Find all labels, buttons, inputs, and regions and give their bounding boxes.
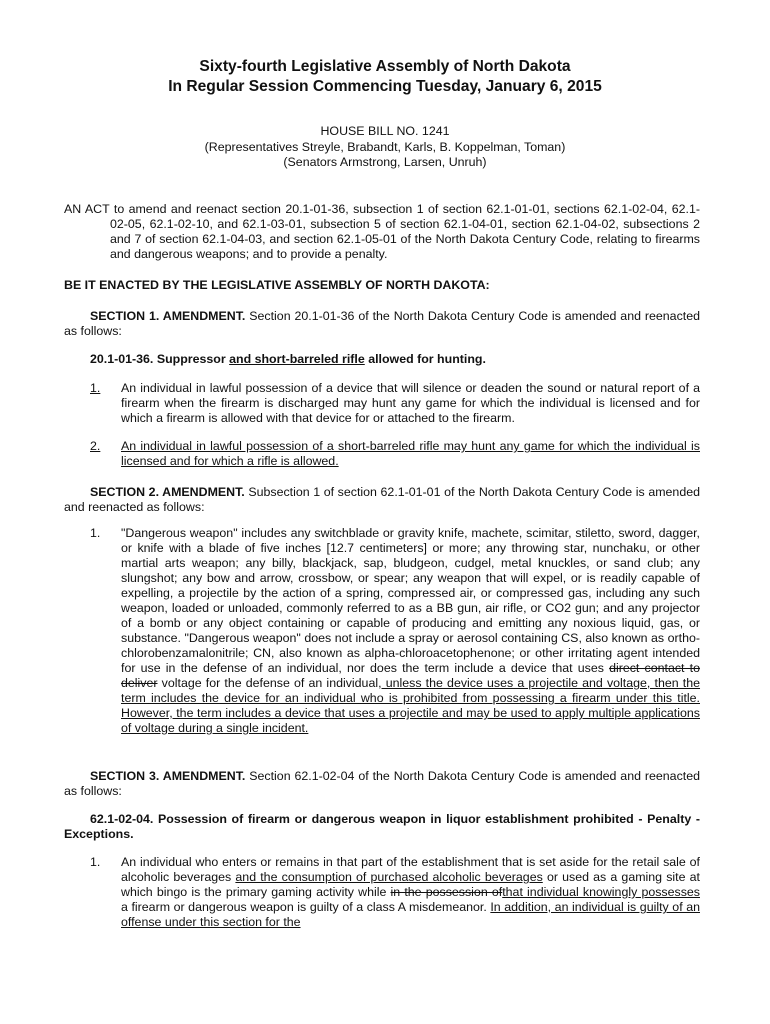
section3-label: SECTION 3. AMENDMENT. [90,769,246,783]
section1-item1-number: 1. [90,381,101,395]
section3-item1-body-cont2: a firearm or dangerous weapon is guilty of a class A misdemeanor. [121,900,491,914]
section2-item1-body: "Dangerous weapon" includes any switchblade or gravity knife, machete, scimitar, stiletto, sword, dagger, or knife with a blade of five inches [12.7 centimeters] or more; any throwing star, nunchaku, or other martial arts weapon; any billy, blackjack, sap, bludgeon, cudgel, metal knuckles, or sand club; any slungshot; any bow and arrow, crossbow, or spear; any weapon that will expel, or is readily capable of expelling, a projectile by the action of a spring, compressed air, or compressed gas, including any such weapon, loaded or unloaded, commonly referred to as a BB gun, air rifle, or CO2 gun; and any projector of a bomb or any object containing or capable of producing and emitting any noxious liquid, gas, or substance. "Dangerous weapon" does not include a spray or aerosol containing CS, also known as ortho-chlorobenzamalonitrile; CN, also known as alpha-chloroacetophenone; or other irritating agent intended for use in the defense of an individual, nor does the term include a device that uses [121,526,700,675]
section2-intro [64,485,700,515]
section3-item1-insertion2: that individual knowingly possesses [502,885,700,899]
section3-intro [64,769,700,799]
section3-intro-text: Section 62.1-02-04 of the North Dakota Century Code is amended and reenacted as follows: [64,769,700,798]
section2-item1-number: 1. [90,526,101,540]
act-title-paragraph: AN ACT to amend and reenact section 20.1-01-36, subsection 1 of section 62.1-01-01, sections 62.1-02-04, 62.1-02-05, 62.1-02-10, and 62.1-03-01, subsection 5 of section 62.1-04-01, section 62.1-04-02, subsections 2 and 7 of section 62.1-04-03, and section 62.1-05-01 of the North Dakota Century Code, relating to firearms and dangerous weapons; and to provide a penalty. [64,202,700,261]
section3-item1-number: 1. [90,855,101,869]
section3-item1-deletion: in the possession of [390,885,503,899]
section1-item1-text: An individual in lawful possession of a device that will silence or deaden the sound or natural report of a firearm when the firearm is discharged may hunt any game for which the individual is licensed and for which a firearm is allowed with that device for or attached to the firearm. [121,381,700,425]
section1-intro-text: Section 20.1-01-36 of the North Dakota Century Code is amended and reenacted as follows: [64,309,700,338]
section2-item1-insertion: , unless the device uses a projectile and voltage, then the term includes the device for an individual who is prohibited from possessing a firearm under this title. However, the term includes a device that uses a projectile and may be used to apply multiple applications of voltage during a single incident. [121,676,701,735]
section2-intro-text: Subsection 1 of section 62.1-01-01 of the North Dakota Century Code is amended and reenacted as follows: [64,485,700,514]
section3-heading: 62.1-02-04. Possession of firearm or dangerous weapon in liquor establishment prohibited - Penalty - Exceptions. [64,812,700,841]
bill-senators: (Senators Armstrong, Larsen, Unruh) [283,155,487,169]
section3-item1-insertion3: In addition, an individual is guilty of an offense under this section for the [121,900,700,929]
section1-intro [64,309,700,339]
section1-heading-tail: allowed for hunting. [364,352,486,366]
section1-heading-insertion: and short-barreled rifle [229,352,365,366]
enacting-clause: BE IT ENACTED BY THE LEGISLATIVE ASSEMBLY OF NORTH DAKOTA: [64,278,490,292]
section1-label: SECTION 1. AMENDMENT. [90,309,246,323]
section2-item1-body-cont: voltage for the defense of an individual [157,676,379,690]
section3-item1-body: An individual who enters or remains in that part of the establishment that is set aside for the retail sale of alcoholic beverages [121,855,700,884]
bill-number: HOUSE BILL NO. 1241 [320,124,450,138]
section3-item1-body-cont: or used as a gaming site at which bingo is the primary gaming activity while [121,870,700,899]
section1-heading-text: 20.1-01-36. Suppressor [90,352,230,366]
section2-item1-text [121,526,700,736]
bill-representatives: (Representatives Streyle, Brabandt, Karls, B. Koppelman, Toman) [204,140,566,154]
section2-label: SECTION 2. AMENDMENT. [90,485,245,499]
document-title-line2: In Regular Session Commencing Tuesday, January 6, 2015 [168,78,602,95]
section1-heading [90,352,700,367]
section1-item2-text: An individual in lawful possession of a short-barreled rifle may hunt any game for which the individual is licensed and for which a rifle is allowed. [121,439,700,468]
section1-item2-number: 2. [90,439,101,453]
section3-item1-insertion1: and the consumption of purchased alcoholic beverages [235,870,543,884]
section3-item1-text [121,855,700,930]
document-title-line1: Sixty-fourth Legislative Assembly of North Dakota [199,58,571,75]
section2-item1-deletion: direct contact to deliver [121,661,700,690]
